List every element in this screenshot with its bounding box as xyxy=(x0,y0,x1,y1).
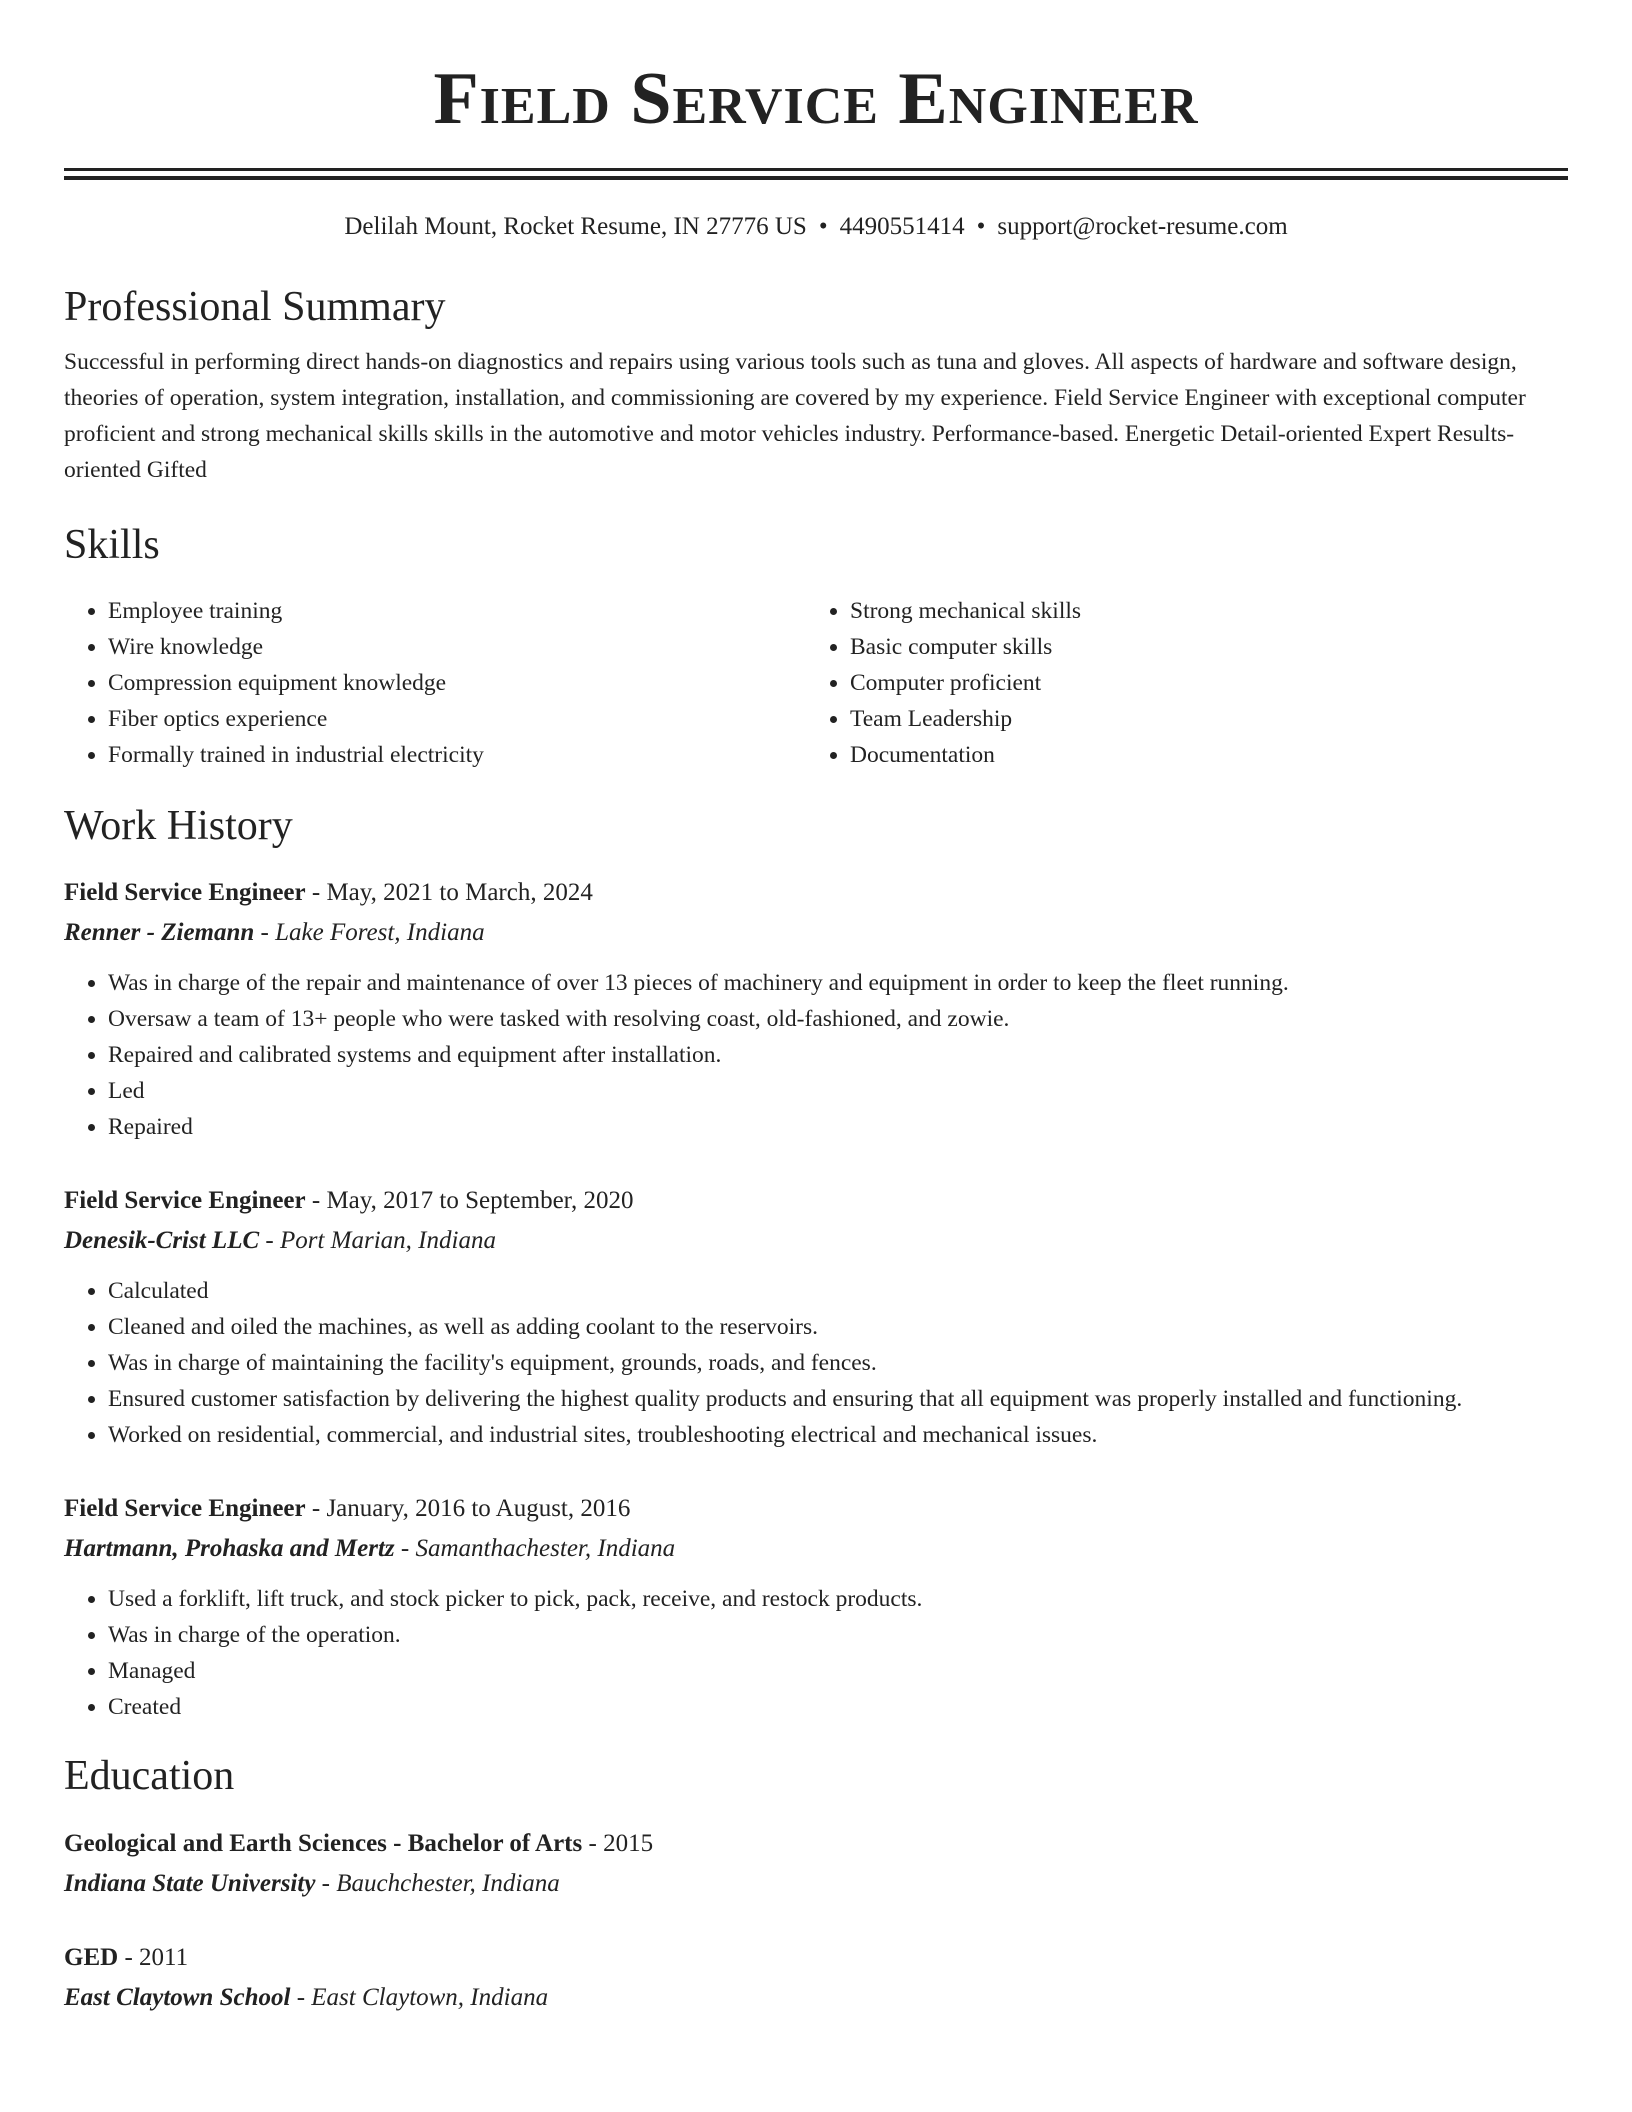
employer-name: Renner - Ziemann xyxy=(64,919,255,947)
job-duty: • Ensured customer satisfaction by delivering the highest quality products and ensuring that all equipment was properly installed and functioning. xyxy=(108,1381,1568,1417)
skills-column-left xyxy=(64,593,806,773)
job-entry xyxy=(64,1489,1568,1725)
skill-item: • Employee training xyxy=(108,593,806,629)
contact-phone: 4490551414 xyxy=(839,213,965,240)
contact-address: Delilah Mount, Rocket Resume, IN 27776 US xyxy=(344,213,807,240)
contact-separator: • xyxy=(818,213,828,240)
job-duty: • Repaired xyxy=(108,1109,1568,1145)
skill-item: • Wire knowledge xyxy=(108,629,806,665)
job-dates: - May, 2021 to March, 2024 xyxy=(305,879,593,907)
employer-line xyxy=(64,913,1568,953)
skill-item: • Basic computer skills xyxy=(850,629,1548,665)
job-duty: • Led xyxy=(108,1073,1568,1109)
contact-separator: • xyxy=(976,213,986,240)
contact-email: support@rocket-resume.com xyxy=(997,213,1288,240)
employer-location: - Samanthachester, Indiana xyxy=(394,1535,676,1563)
job-duty: • Oversaw a team of 13+ people who were tasked with resolving coast, old-fashioned, and zowie. xyxy=(108,1001,1568,1037)
employer-name: Denesik-Crist LLC xyxy=(64,1227,260,1255)
school-line xyxy=(64,1864,1568,1904)
skills-list-right xyxy=(850,593,1548,773)
degree-name: Geological and Earth Sciences - Bachelor of Arts xyxy=(64,1829,583,1857)
summary-text: Successful in performing direct hands-on diagnostics and repairs using various tools such as tuna and gloves. All aspects of hardware and software design, theories of operation, system integration, installation, and commissioning are covered by my experience. Field Service Engineer with exceptional computer proficient and strong mechanical skills skills in the automotive and motor vehicles industry. Performance-based. Energetic Detail-oriented Expert Results-oriented Gifted xyxy=(64,349,1526,484)
job-duties xyxy=(64,1273,1568,1453)
resume-title: Field Service Engineer xyxy=(433,58,1199,140)
skill-item: • Documentation xyxy=(850,737,1548,773)
employer-name: Hartmann, Prohaska and Mertz xyxy=(64,1535,395,1563)
job-title: Field Service Engineer xyxy=(64,1495,306,1523)
school-location: - East Claytown, Indiana xyxy=(290,1983,549,2011)
job-duty: • Calculated xyxy=(108,1273,1568,1309)
employer-location: - Lake Forest, Indiana xyxy=(254,919,485,947)
skill-item: • Strong mechanical skills xyxy=(850,593,1548,629)
job-duty: • Was in charge of the operation. xyxy=(108,1617,1568,1653)
job-duties xyxy=(64,1581,1568,1725)
job-duty: • Managed xyxy=(108,1653,1568,1689)
school-name: East Claytown School xyxy=(64,1983,291,2011)
job-dates: - January, 2016 to August, 2016 xyxy=(305,1495,631,1523)
employer-line xyxy=(64,1529,1568,1569)
skill-item: • Team Leadership xyxy=(850,701,1548,737)
degree-name: GED xyxy=(64,1943,119,1971)
job-duty: • Was in charge of maintaining the facility's equipment, grounds, roads, and fences. xyxy=(108,1345,1568,1381)
skills-section xyxy=(64,520,1568,772)
job-dates: - May, 2017 to September, 2020 xyxy=(305,1187,634,1215)
job-duties xyxy=(64,965,1568,1145)
skills-column-right xyxy=(806,593,1548,773)
skill-item: • Formally trained in industrial electricity xyxy=(108,737,806,773)
education-section xyxy=(64,1751,1568,2017)
job-duty: • Used a forklift, lift truck, and stock picker to pick, pack, receive, and restock products. xyxy=(108,1581,1568,1617)
job-title-line xyxy=(64,1181,1568,1221)
title-divider xyxy=(64,168,1568,180)
job-duty: • Worked on residential, commercial, and industrial sites, troubleshooting electrical and mechanical issues. xyxy=(108,1417,1568,1453)
work-history-heading: Work History xyxy=(64,802,293,849)
education-entry xyxy=(64,1824,1568,1904)
skill-item: • Compression equipment knowledge xyxy=(108,665,806,701)
job-duty: • Cleaned and oiled the machines, as well as adding coolant to the reservoirs. xyxy=(108,1309,1568,1345)
school-name: Indiana State University xyxy=(64,1869,316,1897)
work-history-section xyxy=(64,801,1568,1725)
job-duty: • Created xyxy=(108,1689,1568,1725)
job-duty: • Was in charge of the repair and maintenance of over 13 pieces of machinery and equipment in order to keep the fleet running. xyxy=(108,965,1568,1001)
school-line xyxy=(64,1978,1568,2018)
job-title-line xyxy=(64,873,1568,913)
education-entry xyxy=(64,1938,1568,2018)
job-title-line xyxy=(64,1489,1568,1529)
degree-line xyxy=(64,1824,1568,1864)
degree-year: - 2011 xyxy=(118,1943,189,1971)
job-entry xyxy=(64,873,1568,1145)
skills-list-left xyxy=(108,593,806,773)
job-entry xyxy=(64,1181,1568,1453)
skill-item: • Fiber optics experience xyxy=(108,701,806,737)
degree-year: - 2015 xyxy=(582,1829,654,1857)
skills-heading: Skills xyxy=(64,522,160,569)
job-title: Field Service Engineer xyxy=(64,1187,306,1215)
job-title: Field Service Engineer xyxy=(64,879,306,907)
degree-line xyxy=(64,1938,1568,1978)
summary-section xyxy=(64,282,1568,488)
education-heading: Education xyxy=(64,1753,235,1800)
school-location: - Bauchchester, Indiana xyxy=(315,1869,560,1897)
contact-line xyxy=(64,212,1568,242)
skills-grid xyxy=(64,593,1568,773)
employer-location: - Port Marian, Indiana xyxy=(259,1227,496,1255)
employer-line xyxy=(64,1221,1568,1261)
skill-item: • Computer proficient xyxy=(850,665,1548,701)
summary-heading: Professional Summary xyxy=(64,284,446,330)
job-duty: • Repaired and calibrated systems and equipment after installation. xyxy=(108,1037,1568,1073)
